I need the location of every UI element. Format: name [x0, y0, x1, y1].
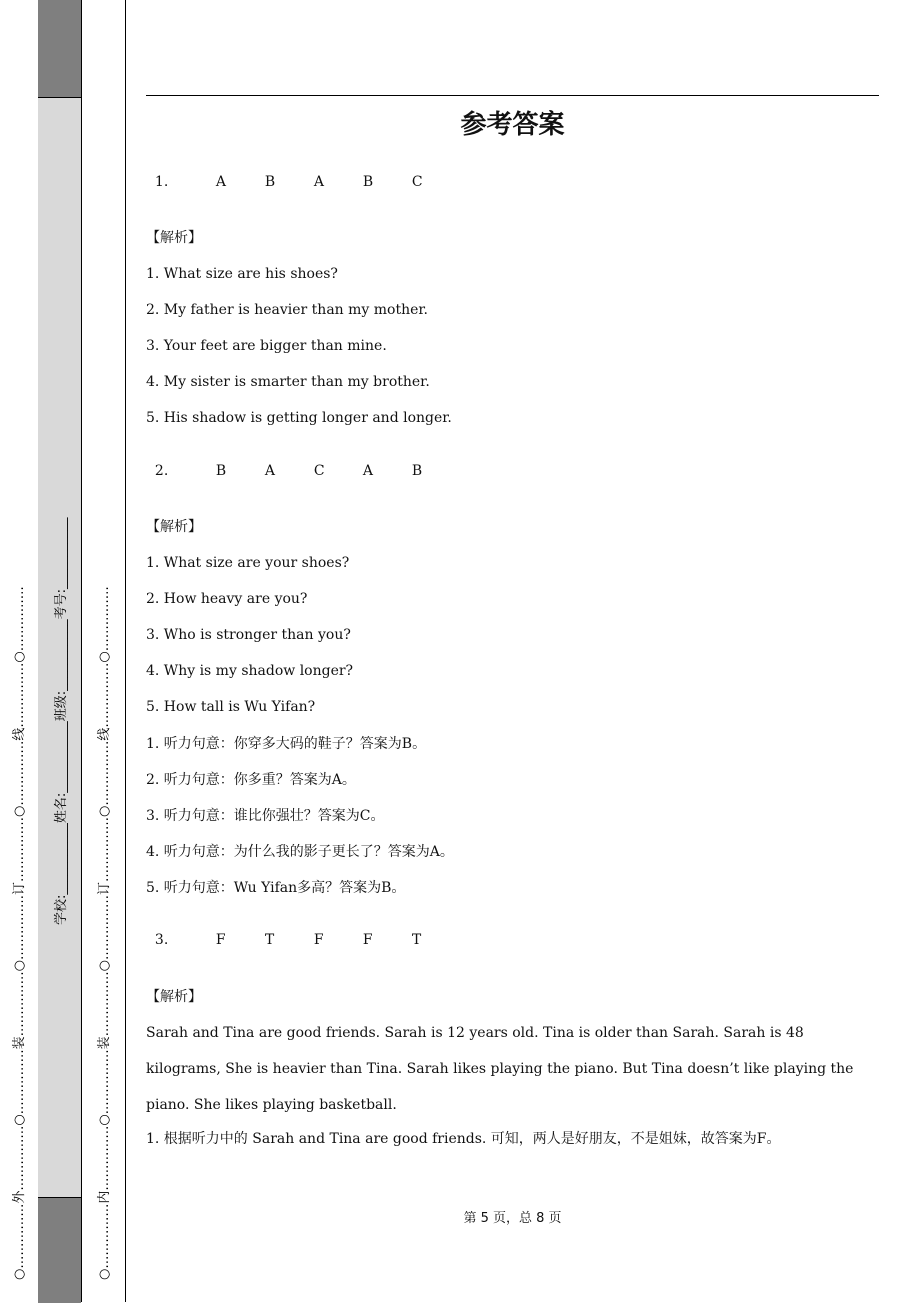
q2-line: 4. Why is my shadow longer? [146, 663, 354, 679]
q1-line: 5. His shadow is getting longer and longer. [146, 410, 452, 426]
q2-line: 2. How heavy are you? [146, 591, 308, 607]
q3-paragraph: Sarah and Tina are good friends. Sarah is 12 years old. Tina is older than Sarah. Sarah is 48 kilograms, She is heavier than Tina. Sarah likes playing the piano. But Tina doesn’t like playing the piano. She likes playing basketball. [146, 1025, 854, 1113]
q3-jiexi-heading: 【解析】 [146, 989, 202, 1005]
q2-line: 4. 听力句意：为什么我的影子更长了？答案为A。 [146, 844, 454, 860]
q2-jiexi-heading: 【解析】 [146, 519, 202, 535]
page-title: 参考答案 [460, 110, 565, 140]
student-info-text: 学校:___________姓名:___________班级:___________考号:___________ [54, 517, 69, 925]
q3-note: 1. 根据听力中的 Sarah and Tina are good friends. 可知，两人是好朋友，不是姐妹，故答案为F。 [146, 1131, 781, 1147]
answer-letter: T [264, 932, 275, 948]
answer-letter: A [313, 174, 325, 190]
q2-line: 5. 听力句意：Wu Yifan多高？答案为B。 [146, 880, 406, 896]
header-rule [146, 95, 879, 96]
binding-dark-bottom [38, 1197, 81, 1303]
q3-answer-row [146, 916, 461, 948]
q1-jiexi-heading: 【解析】 [146, 230, 202, 246]
answer-letter: T [411, 932, 422, 948]
answer-letter: F [313, 932, 324, 948]
q2-line: 3. 听力句意：谁比你强壮？答案为C。 [146, 808, 385, 824]
answer-letter: A [215, 174, 227, 190]
q1-line: 1. What size are his shoes? [146, 266, 338, 282]
answer-letter: B [264, 174, 276, 190]
q1-line: 3. Your feet are bigger than mine. [146, 338, 387, 354]
q2-line: 1. What size are your shoes? [146, 555, 350, 571]
answer-letter: F [215, 932, 226, 948]
q2-line: 3. Who is stronger than you? [146, 627, 351, 643]
answer-letter: B [215, 463, 227, 479]
q2-number: 2. [154, 463, 169, 479]
q2-answer-row [146, 447, 461, 479]
answer-letter: B [362, 174, 374, 190]
outer-binding-text: ○……………外……………○……………装……………○……………订……………○……………线……………○…………… [12, 586, 27, 1280]
answer-letter: B [411, 463, 423, 479]
outer-binding-line [9, 490, 29, 1290]
inner-binding-line [94, 490, 114, 1290]
q1-number: 1. [154, 174, 169, 190]
q2-line: 1. 听力句意：你穿多大码的鞋子？答案为B。 [146, 736, 427, 752]
inner-binding-text: ○……………内……………○……………装……………○……………订……………○……………线……………○…………… [97, 586, 112, 1280]
answer-letter: C [313, 463, 325, 479]
q1-answer-row [146, 158, 461, 190]
answer-letter: F [362, 932, 373, 948]
student-info-fields [48, 380, 72, 930]
q3-number: 3. [154, 932, 169, 948]
binding-dark-top [38, 0, 81, 98]
q2-line: 2. 听力句意：你多重？答案为A。 [146, 772, 356, 788]
q1-line: 4. My sister is smarter than my brother. [146, 374, 430, 390]
page-footer: 第 5 页，总 8 页 [463, 1211, 562, 1226]
answer-letter: A [264, 463, 276, 479]
answer-letter: A [362, 463, 374, 479]
q1-line: 2. My father is heavier than my mother. [146, 302, 429, 318]
q2-line: 5. How tall is Wu Yifan? [146, 699, 316, 715]
answer-letter: C [411, 174, 423, 190]
